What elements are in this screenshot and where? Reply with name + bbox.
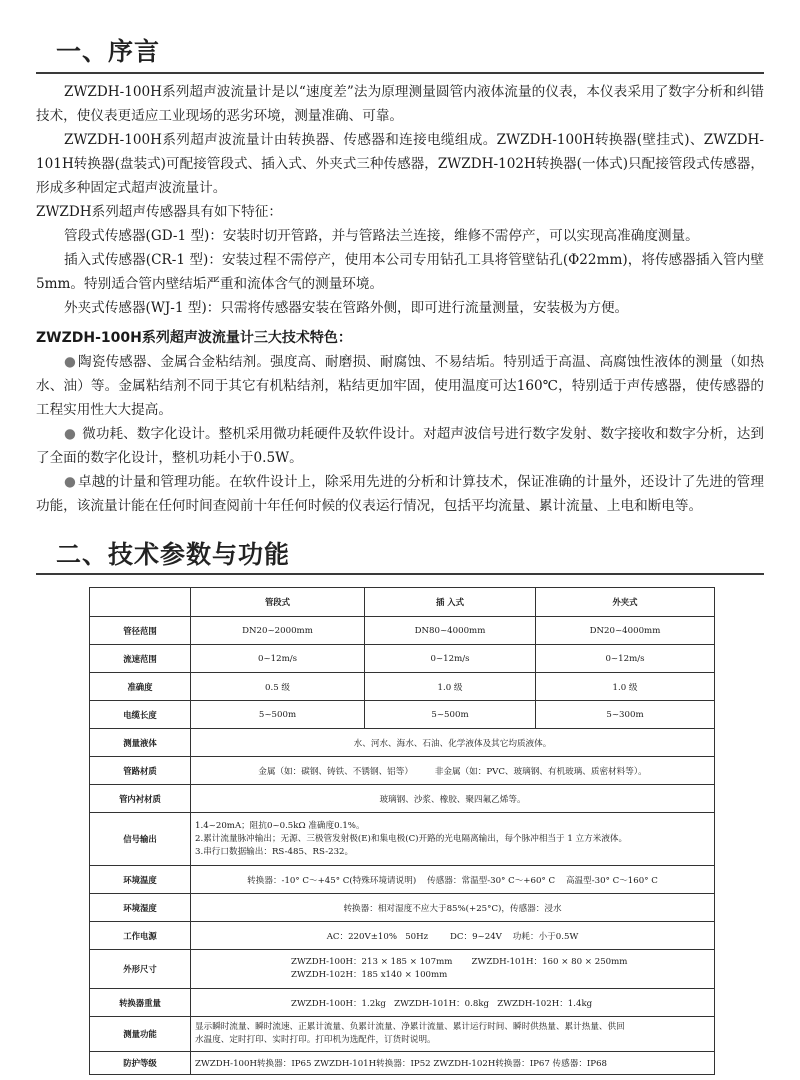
intro-paragraph-1: ZWZDH-100H系列超声波流量计是以“速度差”法为原理测量圆管内液体流量的仪表，本仪表采用了数字分析和纠错技术，使仪表更适应工业现场的恶劣环境，测量准确、可靠。 — [36, 84, 764, 124]
table-cell: ZWZDH-100H转换器：IP65 ZWZDH-101H转换器：IP52 ZWZDH-102H转换器：IP67 传感器：IP68 — [191, 1052, 715, 1075]
table-row — [90, 950, 715, 989]
table-row — [90, 1052, 715, 1075]
table-row — [90, 617, 715, 645]
header-cell — [90, 588, 191, 617]
size-line: ZWZDH-100H：213 × 185 × 107mm ZWZDH-101H：160 × 80 × 250mm — [291, 957, 628, 967]
feature-3 — [36, 470, 764, 518]
header-cell: 外夹式 — [536, 588, 715, 617]
row-label: 测量功能 — [90, 1017, 191, 1052]
sensor-wj1: 外夹式传感器(WJ-1 型)：只需将传感器安装在管路外侧，即可进行流量测量，安装极为方便。 — [64, 300, 629, 316]
table-row — [90, 701, 715, 729]
table-cell: DN20~2000mm — [191, 617, 365, 645]
row-label: 准确度 — [90, 673, 191, 701]
section-rule — [36, 573, 764, 575]
feature-3-text: 卓越的计量和管理功能。在软件设计上，除采用先进的分析和计算技术，保证准确的计量外，还设计了先进的管理功能，该流量计能在任何时间查阅前十年任何时候的仪表运行情况，包括平均流量、累计流量、上电和断电等。 — [36, 474, 764, 514]
table-cell — [191, 813, 715, 866]
table-cell: 5~500m — [191, 701, 365, 729]
table-cell: 5~500m — [365, 701, 536, 729]
function-line: 显示瞬时流量、瞬时流速、正累计流量、负累计流量、净累计流量、累计运行时间、瞬时供热量、累计热量、供回 — [195, 1022, 625, 1032]
bullet-icon: ● — [64, 474, 76, 490]
table-cell: DN20~4000mm — [536, 617, 715, 645]
table-cell: 转换器：相对湿度不应大于85%(+25°C)，传感器：浸水 — [191, 894, 715, 922]
intro-text — [36, 80, 764, 518]
table-cell: AC：220V±10% 50Hz DC：9~24V 功耗：小于0.5W — [191, 922, 715, 950]
table-cell: 1.0 级 — [365, 673, 536, 701]
table-cell: 0~12m/s — [536, 645, 715, 673]
row-label: 环境湿度 — [90, 894, 191, 922]
table-cell — [191, 1017, 715, 1052]
spec-table — [89, 587, 715, 1075]
intro-paragraph-3: ZWZDH系列超声传感器具有如下特征： — [36, 204, 282, 220]
table-row — [90, 922, 715, 950]
table-header-row — [90, 588, 715, 617]
spec-table-wrapper — [89, 587, 714, 1075]
row-label: 测量液体 — [90, 729, 191, 757]
bullet-icon: ● — [64, 354, 76, 370]
bullet-icon: ● — [64, 426, 76, 442]
table-cell: 转换器：-10° C～+45° C(特殊环境请说明) 传感器：常温型-30° C～+60° C 高温型-30° C～160° C — [191, 866, 715, 894]
row-label: 环境温度 — [90, 866, 191, 894]
table-cell: 水、河水、海水、石油、化学液体及其它均质液体。 — [191, 729, 715, 757]
features-title: ZWZDH-100H系列超声波流量计三大技术特色： — [36, 330, 352, 346]
table-cell: DN80~4000mm — [365, 617, 536, 645]
section-specs — [36, 535, 764, 571]
row-label: 管路材质 — [90, 757, 191, 785]
section-title-specs: 二、技术参数与功能 — [56, 540, 291, 569]
table-row — [90, 673, 715, 701]
header-cell: 管段式 — [191, 588, 365, 617]
table-row — [90, 757, 715, 785]
sensor-gd1: 管段式传感器(GD-1 型)：安装时切开管路，并与管路法兰连接，维修不需停产，可以实现高准确度测量。 — [64, 228, 699, 244]
table-cell: 0~12m/s — [191, 645, 365, 673]
section-preface — [36, 32, 764, 68]
table-cell: 1.0 级 — [536, 673, 715, 701]
function-line: 水温度、定时打印、实时打印。打印机为选配件，订货时说明。 — [195, 1035, 436, 1045]
row-label: 信号输出 — [90, 813, 191, 866]
row-label: 外形尺寸 — [90, 950, 191, 989]
section-rule — [36, 72, 764, 74]
table-cell: 5~300m — [536, 701, 715, 729]
table-row — [90, 813, 715, 866]
header-cell: 插 入式 — [365, 588, 536, 617]
feature-2 — [36, 422, 764, 470]
feature-2-text: 微功耗、数字化设计。整机采用微功耗硬件及软件设计。对超声波信号进行数字发射、数字接收和数字分析，达到了全面的数字化设计，整机功耗小于0.5W。 — [36, 426, 764, 466]
table-cell: 金属（如：碳钢、铸铁、不锈钢、铝等） 非金属（如：PVC、玻璃钢、有机玻璃、质密材料等）。 — [191, 757, 715, 785]
table-row — [90, 1017, 715, 1052]
feature-1 — [36, 350, 764, 422]
signal-line: 2.累计流量脉冲输出；无源、三极管发射极(E)和集电极(C)开路的光电隔离输出，每个脉冲相当于 1 立方米液体。 — [195, 833, 628, 844]
table-cell: 玻璃钢、沙浆、橡胶、聚四氟乙烯等。 — [191, 785, 715, 813]
row-label: 管径范围 — [90, 617, 191, 645]
table-row — [90, 894, 715, 922]
signal-line: 1.4~20mA；阻抗0~0.5kΩ 准确度0.1%。 — [195, 820, 365, 831]
feature-1-text: 陶瓷传感器、金属合金粘结剂。强度高、耐磨损、耐腐蚀、不易结垢。特别适于高温、高腐蚀性液体的测量（如热水、油）等。金属粘结剂不同于其它有机粘结剂，粘结更加牢固，使用温度可达160℃，特别适于声传感器，使传感器的工程实用性大大提高。 — [36, 354, 764, 418]
table-row — [90, 645, 715, 673]
table-row — [90, 785, 715, 813]
signal-line: 3.串行口数据输出：RS-485、RS-232。 — [195, 846, 354, 857]
table-row — [90, 866, 715, 894]
intro-paragraph-2: ZWZDH-100H系列超声波流量计由转换器、传感器和连接电缆组成。ZWZDH-100H转换器(壁挂式)、ZWZDH-101H转换器(盘装式)可配接管段式、插入式、外夹式三种传感器，ZWZDH-102H转换器(一体式)只配接管段式传感器，形成多种固定式超声波流量计。 — [36, 132, 764, 196]
table-row — [90, 729, 715, 757]
row-label: 管内衬材质 — [90, 785, 191, 813]
sensor-cr1: 插入式传感器(CR-1 型)：安装过程不需停产，使用本公司专用钻孔工具将管壁钻孔(Φ22mm)，将传感器插入管内壁5mm。特别适合管内壁结垢严重和流体含气的测量环境。 — [36, 252, 764, 292]
row-label: 电缆长度 — [90, 701, 191, 729]
row-label: 流速范围 — [90, 645, 191, 673]
section-title-preface: 一、序言 — [56, 37, 161, 66]
row-label: 防护等级 — [90, 1052, 191, 1075]
size-line: ZWZDH-102H：185 x140 × 100mm — [291, 970, 448, 980]
table-row — [90, 989, 715, 1017]
table-cell — [191, 950, 715, 989]
table-cell: 0.5 级 — [191, 673, 365, 701]
table-cell: ZWZDH-100H：1.2kg ZWZDH-101H：0.8kg ZWZDH-102H：1.4kg — [191, 989, 715, 1017]
table-cell: 0~12m/s — [365, 645, 536, 673]
row-label: 工作电源 — [90, 922, 191, 950]
row-label: 转换器重量 — [90, 989, 191, 1017]
